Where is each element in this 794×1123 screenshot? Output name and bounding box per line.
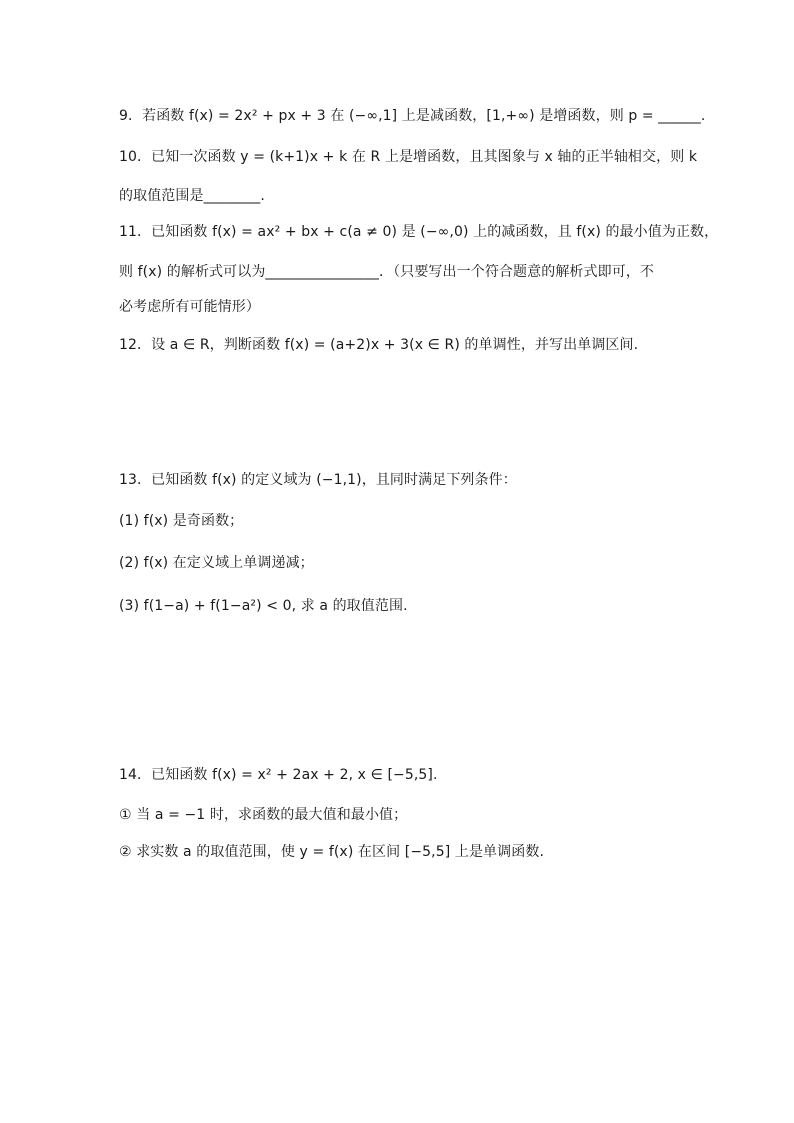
problem-10-line-1: 10．已知一次函数 y = (k+1)x + k 在 R 上是增函数，且其图象与 x 轴的正半轴相交，则 k <box>119 149 698 165</box>
problem-11-line-1: 11．已知函数 f(x) = ax² + bx + c(a ≠ 0) 是 (−∞,0) 上的减函数，且 f(x) 的最小值为正数， <box>119 224 719 240</box>
problem-13-intro: 13．已知函数 f(x) 的定义域为 (−1,1)，且同时满足下列条件： <box>119 472 517 488</box>
problem-13-condition-1: (1) f(x) 是奇函数； <box>119 513 244 529</box>
problem-11-line-3: 必考虑所有可能情形） <box>119 299 260 315</box>
problem-13-condition-2: (2) f(x) 在定义域上单调递减； <box>119 555 314 571</box>
problem-14-intro: 14．已知函数 f(x) = x² + 2ax + 2, x ∈ [−5,5]. <box>119 767 438 783</box>
problem-13-condition-3: (3) f(1−a) + f(1−a²) < 0, 求 a 的取值范围. <box>119 598 408 614</box>
problem-14-question-1: ① 当 a = −1 时，求函数的最大值和最小值； <box>119 807 408 823</box>
problem-14-question-2: ② 求实数 a 的取值范围，使 y = f(x) 在区间 [−5,5] 上是单调函数. <box>119 844 545 860</box>
problem-12: 12．设 a ∈ R，判断函数 f(x) = (a+2)x + 3(x ∈ R) 的单调性，并写出单调区间. <box>119 337 639 353</box>
problem-9: 9．若函数 f(x) = 2x² + px + 3 在 (−∞,1] 上是减函数，[1,+∞) 是增函数，则 p = ______. <box>119 108 706 124</box>
problem-11-line-2: 则 f(x) 的解析式可以为________________．（只要写出一个符合题意的解析式即可，不 <box>119 264 655 280</box>
problem-10-line-2: 的取值范围是________. <box>119 188 265 204</box>
